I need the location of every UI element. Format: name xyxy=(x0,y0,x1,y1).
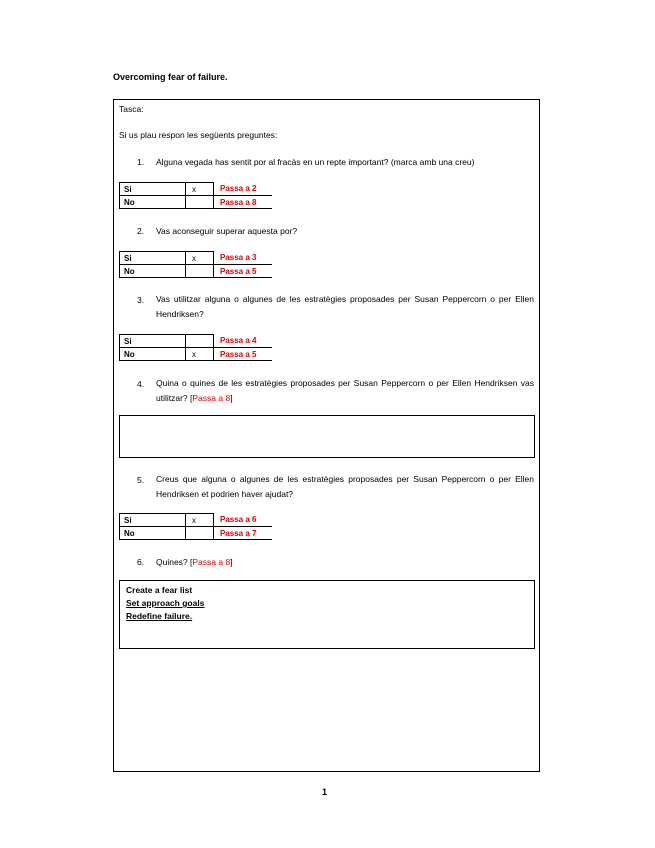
option-label: No xyxy=(120,265,186,278)
question-1-text: Alguna vegada has sentit por al fracàs en un repte important? (marca amb una creu) xyxy=(156,157,475,167)
option-checkbox[interactable] xyxy=(186,265,214,278)
question-5-options xyxy=(119,513,272,540)
option-goto: Passa a 7 xyxy=(214,527,272,540)
option-row xyxy=(120,527,272,540)
bracket-close: ] xyxy=(230,393,233,403)
question-2-number: 2. xyxy=(137,226,145,236)
answer-line: Create a fear list xyxy=(126,585,193,595)
option-checkbox[interactable] xyxy=(186,527,214,540)
option-label: No xyxy=(120,348,186,361)
page-number: 1 xyxy=(322,787,328,797)
question-6-text xyxy=(156,557,233,567)
option-label: Si xyxy=(120,183,186,196)
question-6-number: 6. xyxy=(137,557,145,567)
option-goto: Passa a 8 xyxy=(214,196,272,209)
question-1-options xyxy=(119,182,272,209)
option-checkbox[interactable]: x xyxy=(186,183,214,196)
question-5-text: Creus que alguna o algunes de les estratègies proposades per Susan Peppercorn o per Ellen Hendriksen et podrien haver ajudat? xyxy=(156,474,534,499)
question-1-number: 1. xyxy=(137,157,145,167)
option-label: Si xyxy=(120,335,186,348)
question-6-answer-box[interactable] xyxy=(119,580,535,649)
option-row xyxy=(120,335,272,348)
question-4-number: 4. xyxy=(137,379,145,389)
question-6-prompt: Quines? [ xyxy=(156,557,193,567)
task-label: Tasca: xyxy=(119,104,144,114)
question-4-answer-box[interactable] xyxy=(119,415,535,458)
option-row xyxy=(120,252,272,265)
option-checkbox[interactable]: x xyxy=(186,514,214,527)
answer-line: Set approach goals xyxy=(126,598,205,608)
question-3-number: 3. xyxy=(137,295,145,305)
question-3-options xyxy=(119,334,272,361)
option-row xyxy=(120,183,272,196)
answer-line: Redefine failure. xyxy=(126,611,193,621)
option-label: No xyxy=(120,196,186,209)
question-3-text: Vas utilitzar alguna o algunes de les estratègies proposades per Susan Peppercorn o per Ellen Hendriksen? xyxy=(156,294,534,319)
option-goto: Passa a 5 xyxy=(214,265,272,278)
intro-text: Si us plau respon les següents preguntes: xyxy=(119,130,278,140)
question-2-text: Vas aconseguir superar aquesta por? xyxy=(156,226,298,236)
option-checkbox[interactable]: x xyxy=(186,348,214,361)
option-row xyxy=(120,196,272,209)
question-5-number: 5. xyxy=(137,475,145,485)
option-row xyxy=(120,348,272,361)
option-goto: Passa a 3 xyxy=(214,252,272,265)
option-label: Si xyxy=(120,252,186,265)
question-2-options xyxy=(119,251,272,278)
option-checkbox[interactable] xyxy=(186,335,214,348)
option-checkbox[interactable]: x xyxy=(186,252,214,265)
option-row xyxy=(120,514,272,527)
question-4-goto: Passa a 8 xyxy=(192,393,231,403)
question-4-text xyxy=(156,376,534,406)
option-goto: Passa a 6 xyxy=(214,514,272,527)
option-label: Si xyxy=(120,514,186,527)
option-checkbox[interactable] xyxy=(186,196,214,209)
option-row xyxy=(120,265,272,278)
document-title: Overcoming fear of failure. xyxy=(113,72,228,82)
question-6-goto: Passa a 8 xyxy=(192,557,231,567)
question-4-prompt: Quina o quines de les estratègies proposades per Susan Peppercorn o per Ellen Hendriksen vas utilitzar? [ xyxy=(156,378,534,403)
option-label: No xyxy=(120,527,186,540)
bracket-close: ] xyxy=(230,557,233,567)
option-goto: Passa a 4 xyxy=(214,335,272,348)
option-goto: Passa a 5 xyxy=(214,348,272,361)
option-goto: Passa a 2 xyxy=(214,183,272,196)
